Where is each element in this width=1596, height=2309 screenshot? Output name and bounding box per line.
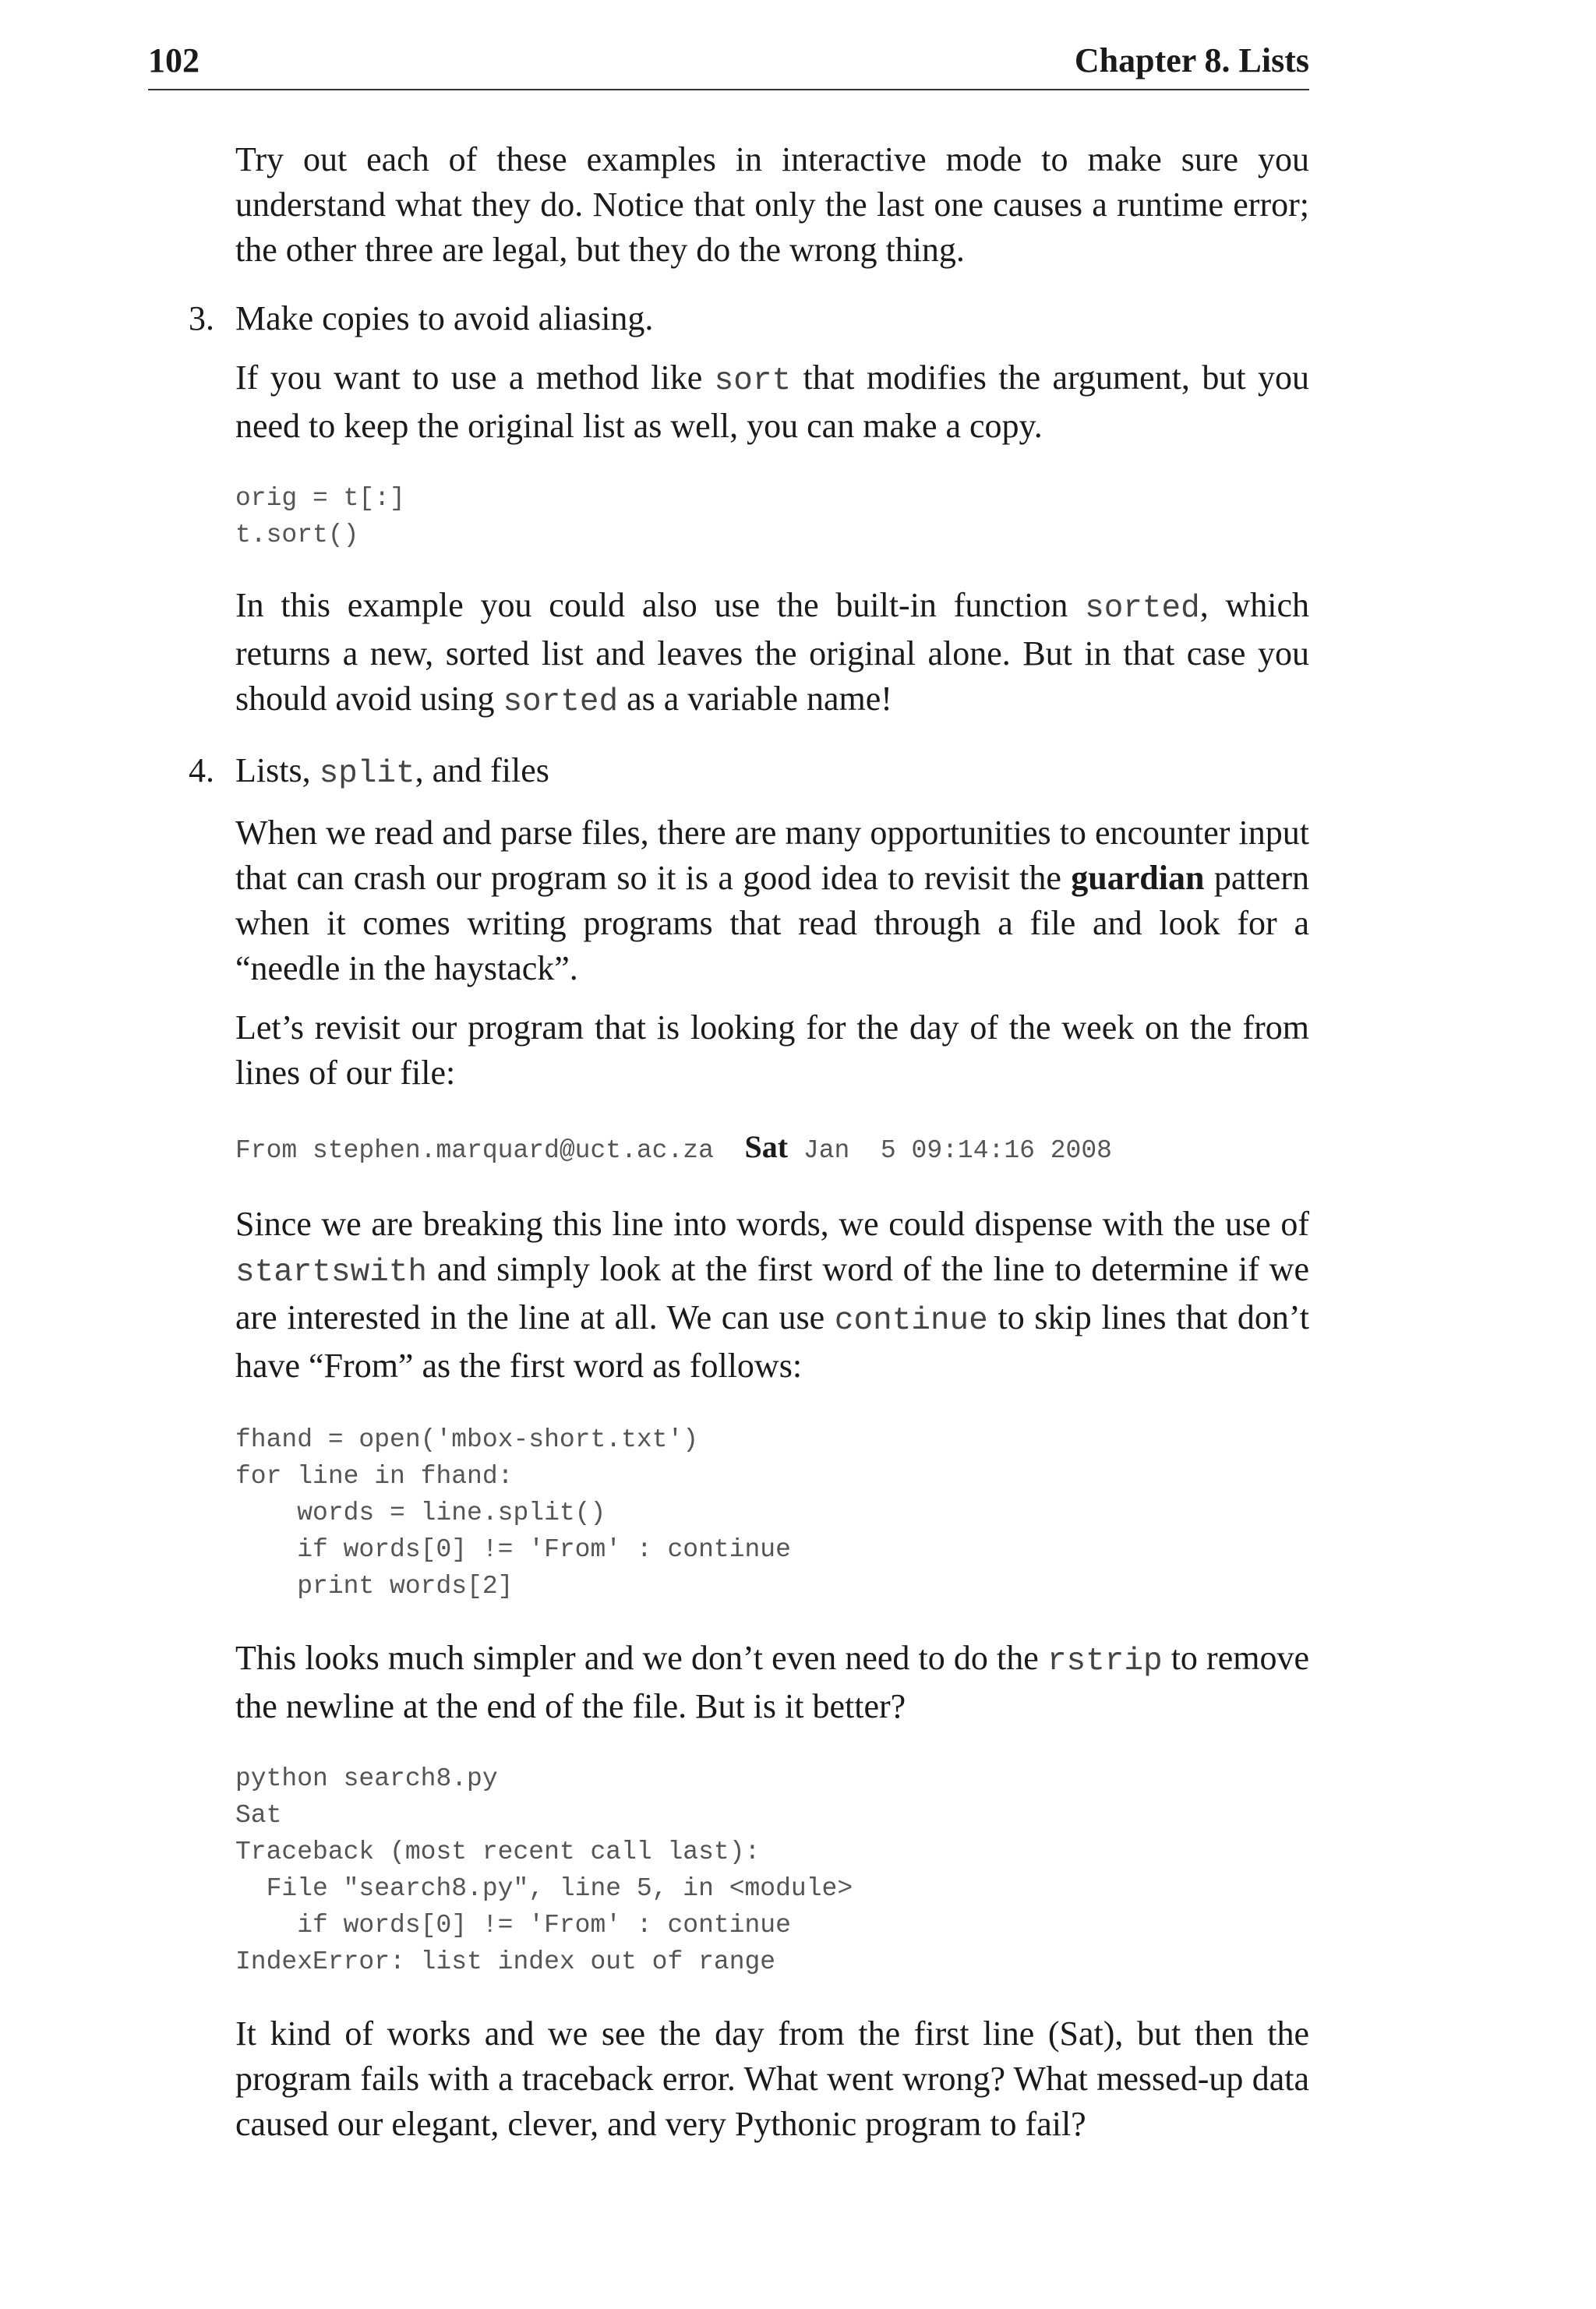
inline-code: sorted: [1085, 591, 1200, 627]
paragraph: Let’s revisit our program that is looking for the day of the week on the from lines of our file:: [235, 1008, 1309, 1092]
bold-term: guardian: [1071, 859, 1205, 897]
item-number: 4.: [189, 751, 214, 789]
code-block: [235, 1760, 1309, 1980]
code-line: words = line.split(): [235, 1499, 606, 1527]
inline-code: rstrip: [1047, 1643, 1163, 1679]
inline-code: split: [319, 756, 415, 792]
inline-code: sorted: [503, 684, 619, 720]
code-line: if words[0] != 'From' : continue: [235, 1911, 791, 1940]
code-line: orig = t[:]: [235, 484, 405, 513]
paragraph: In this example you could also use the built-in function sorted, which returns a new, sorted list and leaves the original alone. But in that case you should avoid using sorted as a variable name!: [235, 586, 1310, 720]
code-line: t.sort(): [235, 521, 359, 549]
code-line: File "search8.py", line 5, in <module>: [235, 1874, 853, 1903]
code-block: [235, 1421, 1309, 1605]
code-line: for line in fhand:: [235, 1462, 514, 1491]
item-title: Make copies to avoid aliasing.: [235, 299, 654, 337]
inline-code: sort: [714, 363, 792, 399]
paragraph: It kind of works and we see the day from the first line (Sat), but then the program fails with a traceback error. What went wrong? What messed-up data caused our elegant, clever, and very Pythonic program to fail?: [235, 2014, 1309, 2143]
page-body: [189, 137, 1310, 2147]
code-line: Sat: [235, 1801, 282, 1830]
code-line: fhand = open('mbox-short.txt'): [235, 1425, 699, 1454]
paragraph: This looks much simpler and we don’t even need to do the rstrip to remove the newline at the end of the file. But is it better?: [235, 1639, 1309, 1725]
code-line: if words[0] != 'From' : continue: [235, 1535, 791, 1564]
paragraph: If you want to use a method like sort that modifies the argument, but you need to keep the original list as well, you can make a copy.: [235, 358, 1309, 445]
from-line-example: From stephen.marquard@uct.ac.za Sat Jan 5 09:14:16 2008: [235, 1129, 1112, 1165]
paragraph: Since we are breaking this line into words, we could dispense with the use of startswith and simply look at the first word of the line to determine if we are interested in the line at all. We can use continue to skip lines that don’t have “From” as the first word as follows:: [235, 1205, 1310, 1385]
list-item-4: [189, 748, 1309, 796]
code-block: [235, 480, 1309, 553]
paragraph: When we read and parse files, there are many opportunities to encounter input that can crash our program so it is a good idea to revisit the guardian pattern when it comes writing programs that read through a file and look for a “needle in the haystack”.: [235, 814, 1309, 987]
code-line: Traceback (most recent call last):: [235, 1838, 761, 1866]
code-line: print words[2]: [235, 1572, 514, 1601]
intro-paragraph: Try out each of these examples in interactive mode to make sure you understand what they do. Notice that only the last one causes a runtime error; the other three are legal, but they do the wrong thing.: [235, 140, 1309, 269]
item-number: 3.: [189, 299, 214, 337]
page-number: 102: [148, 41, 200, 79]
code-line: IndexError: list index out of range: [235, 1947, 776, 1976]
list-item-3: [189, 296, 1309, 341]
code-line: python search8.py: [235, 1764, 498, 1793]
chapter-title: Chapter 8. Lists: [1074, 41, 1309, 79]
page-header: [148, 41, 1309, 90]
item-title: Lists, split, and files: [235, 751, 549, 792]
inline-code: continue: [834, 1303, 988, 1339]
inline-code: startswith: [235, 1255, 428, 1290]
